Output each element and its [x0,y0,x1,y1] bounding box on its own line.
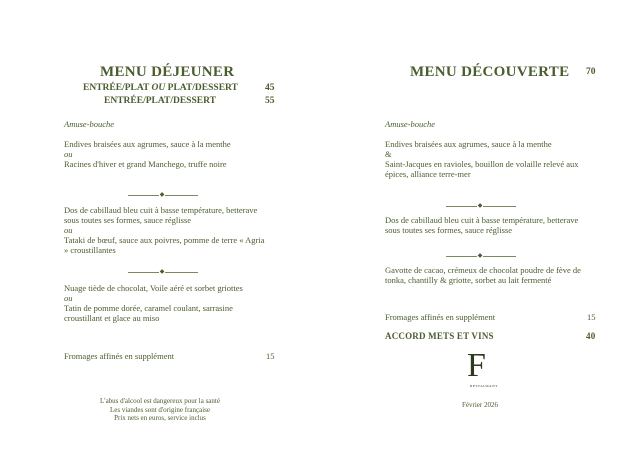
wine-pairing-label: ACCORD METS ET VINS [385,331,494,341]
wine-pairing-price: 40 [586,331,596,341]
cheese-supplement-price: 15 [266,351,275,361]
divider-ornament [446,253,516,259]
discovery-main [385,215,590,235]
starter-item-1: Endives braisées aux agrumes, sauce à la menthe [385,139,552,149]
footer-prices: Prix nets en euros, service inclus [114,414,206,422]
restaurant-logo: F [467,347,486,384]
lunch-menu-title: MENU DÉJEUNER [100,64,235,80]
diamond-icon: ◆ [159,191,165,198]
formula-1-part-b: PLAT/DESSERT [165,83,238,93]
dessert-or: ou [64,293,73,303]
divider-ornament [128,269,198,275]
main-option-2: Tataki de bœuf, sauce aux poivres, pomme de terre « Agria » croustillantes [64,235,265,255]
discovery-menu-price: 70 [586,67,596,77]
footer-meat-origin: Les viandes sont d'origine française [109,405,210,414]
lunch-formula-2-price: 55 [265,96,275,106]
main-or: ou [64,225,73,235]
cheese-supplement-label: Fromages affinés en supplément [64,351,175,361]
lunch-desserts [64,283,269,323]
starter-option-2: Racines d'hiver et grand Manchego, truffe noire [64,159,227,169]
menu-date: Février 2026 [462,401,498,409]
amuse-bouche-label: Amuse-bouche [64,119,115,129]
amuse-bouche-label: Amuse-bouche [385,119,436,129]
cheese-supplement-label: Fromages affinés en supplément [385,312,496,322]
lunch-formula-2: ENTRÉE/PLAT/DESSERT [104,96,216,106]
main-option-1: Dos de cabillaud bleu cuit à basse température, betterave sous toutes ses formes, sauce réglisse [64,205,258,225]
divider-ornament [128,192,198,198]
dessert-option-1: Nuage tiède de chocolat, Voile aéré et sorbet griottes [64,283,243,293]
starter-option-1: Endives braisées aux agrumes, sauce à la menthe [64,139,231,149]
formula-1-or: OU [151,83,166,93]
starter-item-2: Saint-Jacques en ravioles, bouillon de volaille relevé aux épices, alliance terre-mer [385,159,579,179]
lunch-mains [64,205,269,255]
restaurant-logo-subtitle: RESTAURANT [470,384,498,388]
lunch-starters [64,139,269,169]
starter-or: ou [64,149,73,159]
formula-1-part-a: ENTRÉE/PLAT [83,83,152,93]
dessert-item: Gavotte de cacao, crémeux de chocolat poudre de fève de tonka, chantilly & griotte, sorbet au lait fermenté [385,265,581,285]
discovery-menu-page [320,0,640,453]
cheese-supplement-price: 15 [587,312,596,322]
footer-alcohol: L'abus d'alcool est dangereux pour la santé [100,397,220,405]
starter-and: & [385,149,392,159]
main-item: Dos de cabillaud bleu cuit à basse température, betterave sous toutes ses formes, sauce réglisse [385,215,579,235]
diamond-icon: ◆ [477,252,483,259]
dessert-option-2: Tatin de pomme dorée, caramel coulant, sarrasine croustillant et glace au miso [64,303,233,323]
legal-footer [60,397,260,423]
lunch-formula-1-price: 45 [265,83,275,93]
discovery-dessert [385,265,590,285]
diamond-icon: ◆ [159,268,165,275]
lunch-formula-1 [83,83,238,93]
discovery-starter [385,139,590,179]
divider-ornament [446,203,516,209]
diamond-icon: ◆ [477,202,483,209]
discovery-menu-title: MENU DÉCOUVERTE [410,64,570,80]
